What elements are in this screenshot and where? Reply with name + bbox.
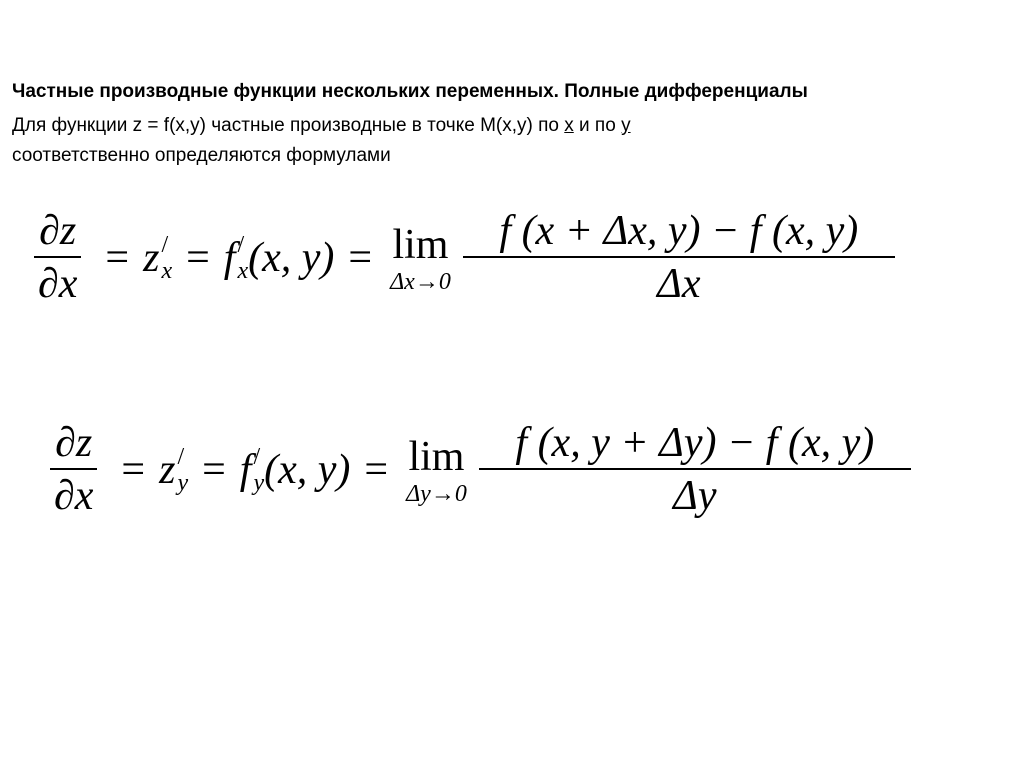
lhs-denominator: ∂x: [54, 473, 94, 519]
quotient-numerator: f (x + Δx, y) − f (x, y): [499, 208, 859, 254]
intro-conjunction: и по: [573, 115, 622, 136]
z-symbol: z: [143, 235, 160, 281]
formula-partial-x: [34, 206, 895, 310]
lhs-numerator: ∂z: [55, 420, 93, 466]
prime-mark: /: [237, 232, 245, 258]
lim-subscript: Δx→0: [390, 269, 451, 295]
z-subscript: y: [177, 470, 189, 496]
limit-operator: [406, 435, 467, 505]
equals-sign: =: [202, 447, 226, 493]
lhs-fraction: [50, 418, 97, 522]
f-symbol: f: [223, 235, 236, 281]
formula-partial-y: [50, 418, 911, 522]
difference-quotient: [463, 206, 895, 310]
lim-word: lim: [408, 434, 465, 480]
lhs-numerator: ∂z: [39, 208, 77, 254]
prime-mark: /: [253, 444, 261, 470]
quotient-denominator: Δx: [657, 261, 701, 307]
prime-mark: /: [161, 232, 169, 258]
z-subscript: x: [161, 258, 173, 284]
z-prime: [161, 233, 172, 283]
f-subscript: y: [253, 470, 265, 496]
z-prime: [177, 445, 188, 495]
f-subscript: x: [237, 258, 249, 284]
equals-sign: =: [105, 235, 130, 281]
var-x-underlined: x: [564, 115, 574, 136]
intro-line-2: соответственно определяются формулами: [12, 145, 391, 166]
f-prime: [253, 445, 264, 495]
lhs-denominator: ∂x: [38, 261, 78, 307]
lhs-fraction: [34, 206, 81, 310]
difference-quotient: [479, 418, 911, 522]
quotient-denominator: Δy: [673, 473, 717, 519]
function-args: (x, y): [264, 447, 351, 493]
z-symbol: z: [159, 447, 176, 493]
f-prime: [237, 233, 248, 283]
var-y-underlined: y: [621, 115, 631, 136]
intro-text: Для функции z = f(x,y) частные производные в точке M(x,y) по: [12, 115, 565, 136]
equals-sign: =: [348, 235, 373, 281]
equals-sign: =: [121, 447, 146, 493]
limit-operator: [390, 223, 451, 293]
slide-title: Частные производные функции нескольких переменных. Полные дифференциалы: [12, 81, 808, 102]
equals-sign: =: [186, 235, 210, 281]
intro-line-1: [12, 111, 1012, 141]
lim-subscript: Δy→0: [406, 481, 467, 507]
intro-paragraph: [12, 111, 1012, 171]
prime-mark: /: [177, 444, 185, 470]
quotient-numerator: f (x, y + Δy) − f (x, y): [515, 420, 875, 466]
equals-sign: =: [364, 447, 389, 493]
function-args: (x, y): [248, 235, 335, 281]
lim-word: lim: [392, 222, 449, 268]
f-symbol: f: [239, 447, 252, 493]
